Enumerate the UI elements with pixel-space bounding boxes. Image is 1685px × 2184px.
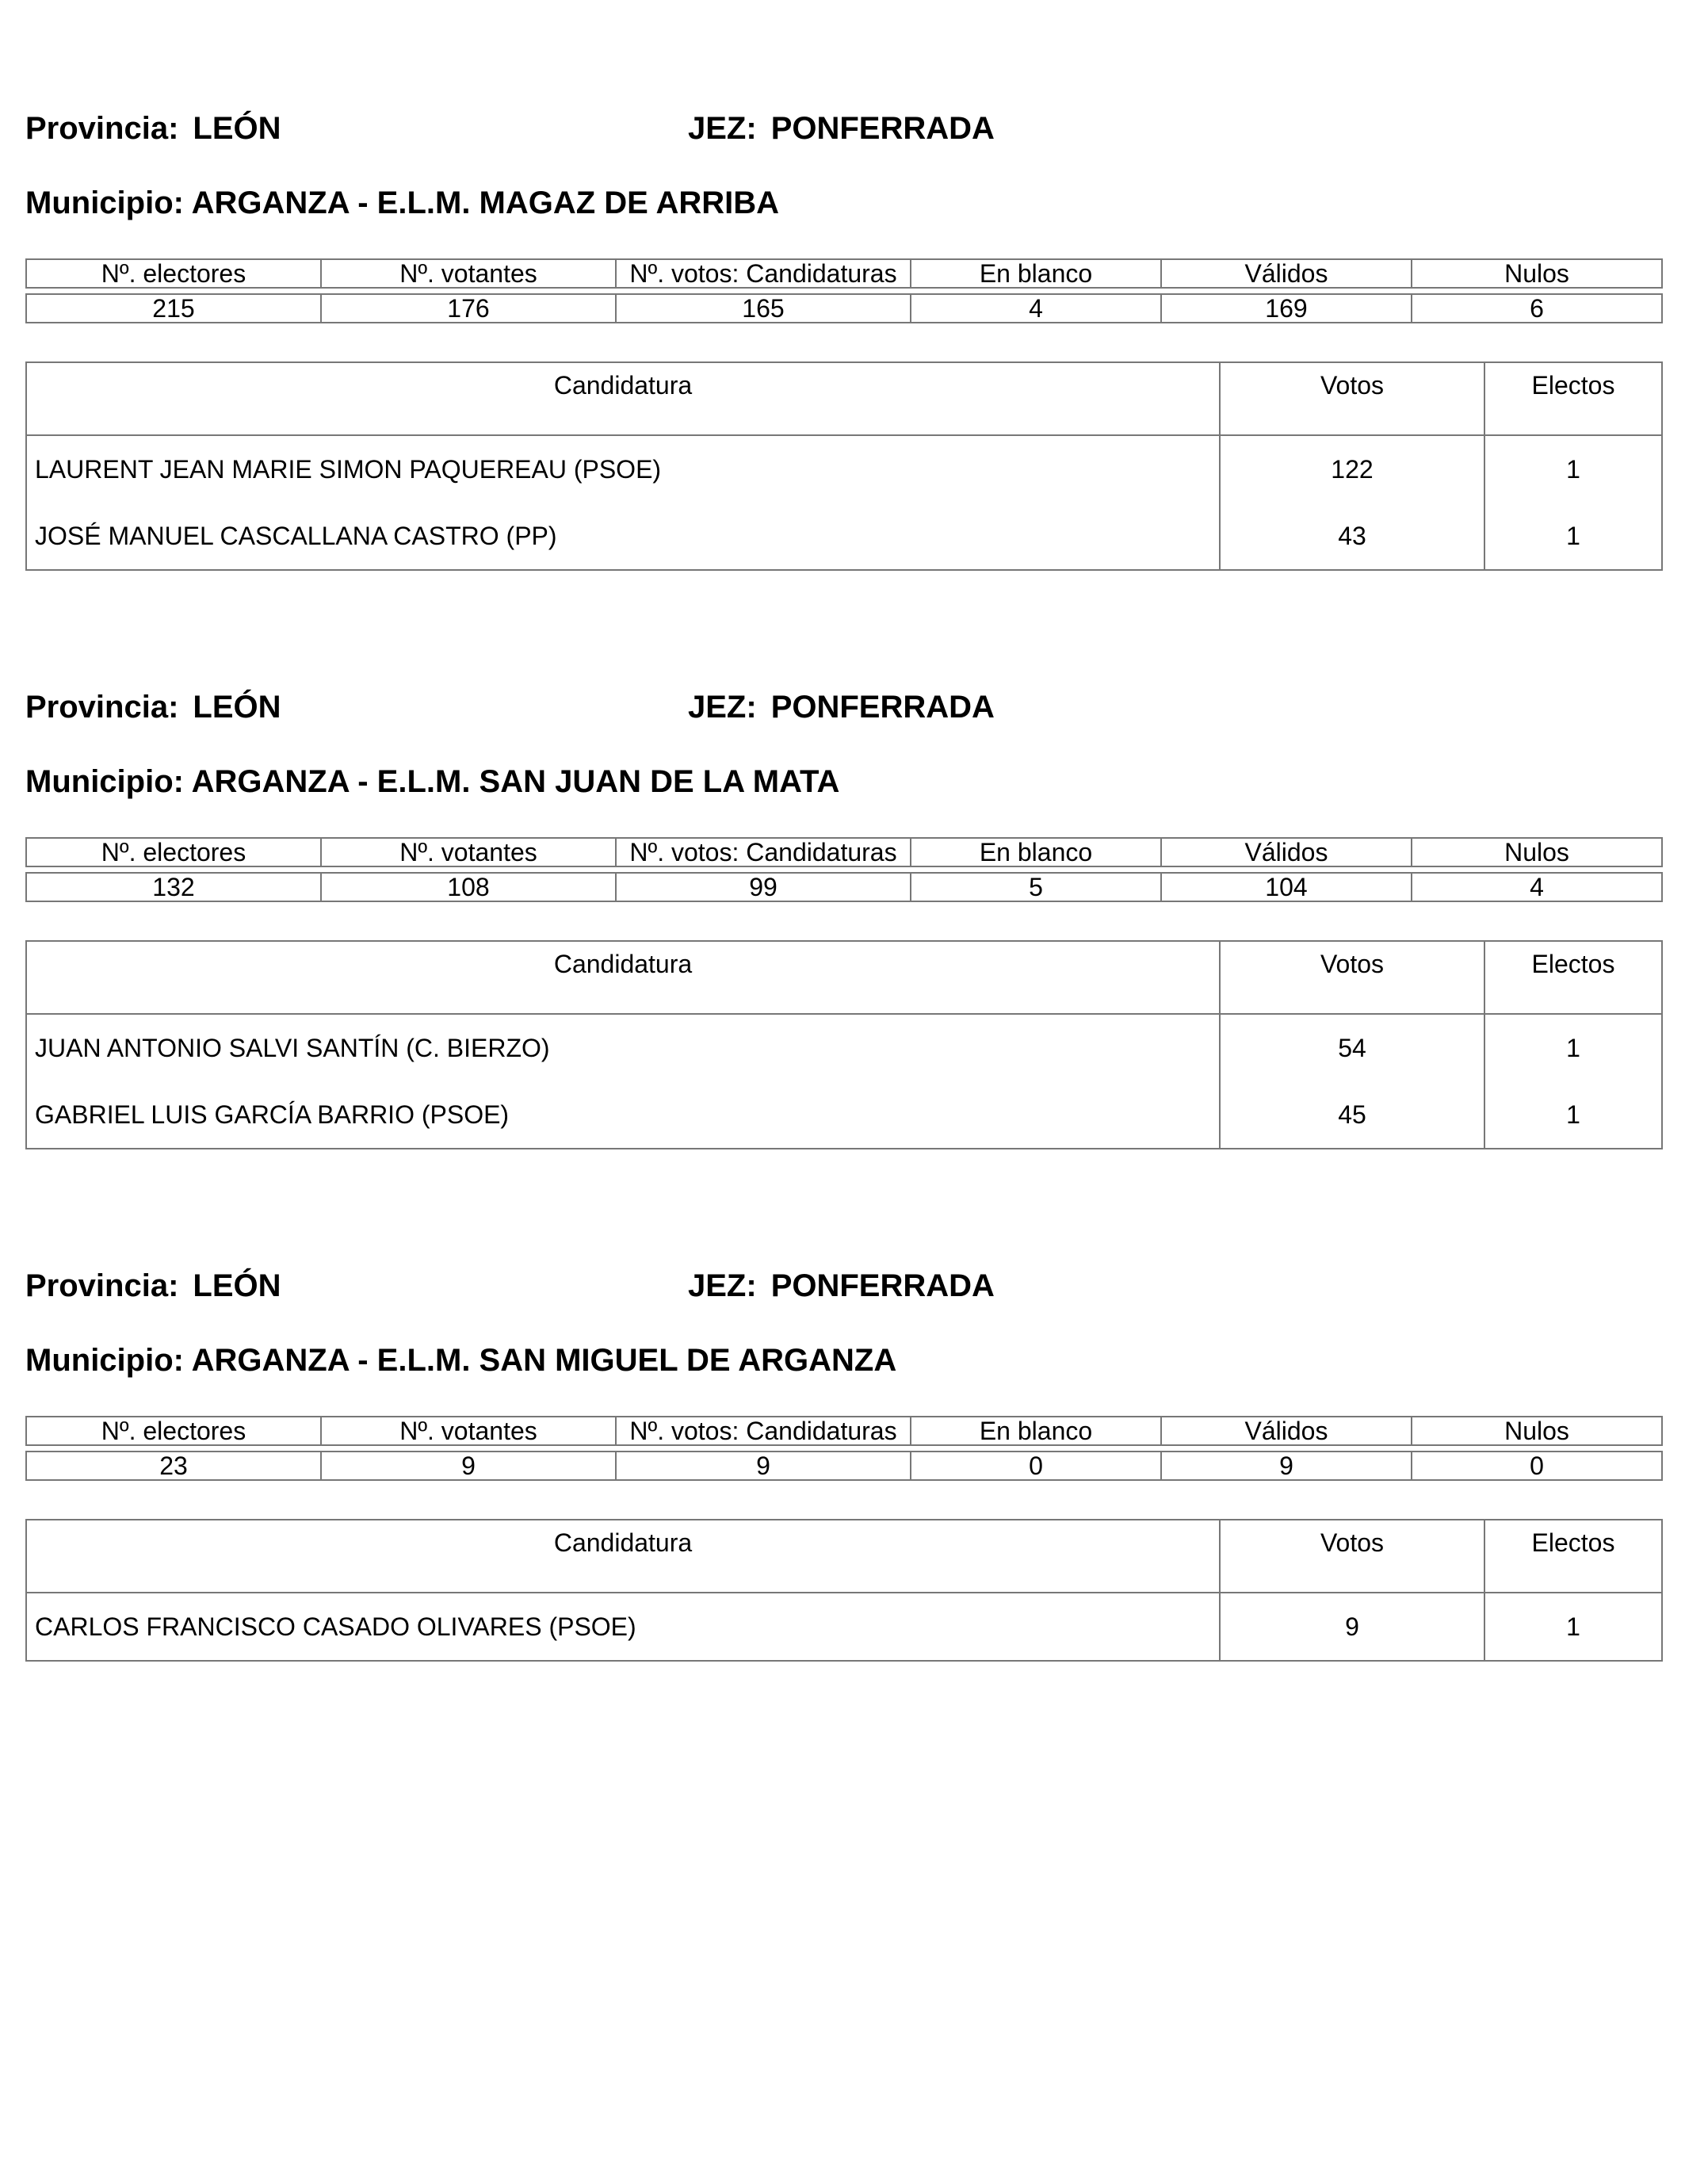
jez-value: PONFERRADA xyxy=(770,1268,995,1303)
summary-value-cell: 176 xyxy=(321,294,616,323)
municipio-label: Municipio: xyxy=(25,186,184,220)
summary-header-cell: En blanco xyxy=(911,259,1161,288)
summary-value-cell: 104 xyxy=(1161,873,1412,901)
candidate-row xyxy=(26,1014,1662,1081)
candidate-elected: 1 xyxy=(1566,521,1580,550)
candidate-row xyxy=(26,1593,1662,1661)
candidate-votes: 122 xyxy=(1220,435,1484,503)
candidate-votes: 43 xyxy=(1220,503,1484,570)
summary-value-cell: 0 xyxy=(1412,1452,1662,1480)
candidate-row xyxy=(26,435,1662,503)
municipality-section xyxy=(25,111,1661,550)
summary-value-cell: 9 xyxy=(321,1452,616,1480)
header-row xyxy=(25,1268,1661,1316)
summary-header-cell: Nº. votos: Candidaturas xyxy=(616,259,911,288)
summary-value-cell: 9 xyxy=(1161,1452,1412,1480)
provincia xyxy=(25,111,281,147)
summary-value-cell: 0 xyxy=(911,1452,1161,1480)
summary-header-cell: Nulos xyxy=(1412,259,1662,288)
summary-header-cell: Nº. votantes xyxy=(321,1417,616,1445)
candidate-elected: 1 xyxy=(1566,454,1580,484)
summary-table xyxy=(25,837,1663,902)
header-row xyxy=(25,690,1661,737)
jez xyxy=(688,1268,995,1304)
jez xyxy=(688,690,995,725)
summary-header-cell: Nº. electores xyxy=(26,259,321,288)
provincia-label: Provincia: xyxy=(25,690,179,725)
summary-table xyxy=(25,258,1663,323)
summary-header-cell: Válidos xyxy=(1161,1417,1412,1445)
summary-header-cell: Nulos xyxy=(1412,1417,1662,1445)
summary-header-cell: Nº. electores xyxy=(26,838,321,866)
jez-value: PONFERRADA xyxy=(770,111,995,146)
jez-label: JEZ: xyxy=(688,690,757,725)
candidate-name: JOSÉ MANUEL CASCALLANA CASTRO (PP) xyxy=(26,503,1220,570)
summary-value-row xyxy=(26,294,1662,323)
municipio-label: Municipio: xyxy=(25,764,184,799)
summary-header-cell: Nº. votos: Candidaturas xyxy=(616,838,911,866)
provincia-label: Provincia: xyxy=(25,111,179,146)
summary-value-cell: 132 xyxy=(26,873,321,901)
candidates-header-row xyxy=(26,1520,1662,1593)
municipality-section xyxy=(25,690,1661,1129)
municipio xyxy=(25,764,839,800)
summary-value-cell: 4 xyxy=(1412,873,1662,901)
provincia xyxy=(25,690,281,725)
candidate-elected: 1 xyxy=(1566,1033,1580,1062)
summary-value-row xyxy=(26,873,1662,901)
candidate-votes: 54 xyxy=(1220,1014,1484,1081)
candidate-name: GABRIEL LUIS GARCÍA BARRIO (PSOE) xyxy=(26,1081,1220,1149)
jez-value: PONFERRADA xyxy=(770,690,995,725)
summary-header-cell: Nº. votos: Candidaturas xyxy=(616,1417,911,1445)
municipality-section xyxy=(25,1268,1661,1641)
summary-header-cell: Nº. electores xyxy=(26,1417,321,1445)
jez-label: JEZ: xyxy=(688,1268,757,1303)
candidate-votes: 45 xyxy=(1220,1081,1484,1149)
header-row xyxy=(25,111,1661,159)
candidate-name: JUAN ANTONIO SALVI SANTÍN (C. BIERZO) xyxy=(26,1014,1220,1081)
provincia-value: LEÓN xyxy=(193,690,281,725)
candidatura-header: Candidatura xyxy=(26,941,1220,1014)
summary-value-cell: 9 xyxy=(616,1452,911,1480)
provincia-value: LEÓN xyxy=(193,1268,281,1303)
electos-header: Electos xyxy=(1484,941,1662,1014)
provincia xyxy=(25,1268,281,1304)
summary-value-cell: 6 xyxy=(1412,294,1662,323)
jez-label: JEZ: xyxy=(688,111,757,146)
candidate-votes: 9 xyxy=(1220,1593,1484,1661)
municipio-value: ARGANZA - E.L.M. SAN JUAN DE LA MATA xyxy=(191,764,840,799)
summary-header-cell: Nº. votantes xyxy=(321,838,616,866)
candidates-header-row xyxy=(26,941,1662,1014)
candidatura-header: Candidatura xyxy=(26,1520,1220,1593)
summary-value-cell: 165 xyxy=(616,294,911,323)
electos-header: Electos xyxy=(1484,1520,1662,1593)
municipio-label: Municipio: xyxy=(25,1343,184,1378)
votos-header: Votos xyxy=(1220,1520,1484,1593)
summary-header-cell: Válidos xyxy=(1161,259,1412,288)
summary-value-cell: 5 xyxy=(911,873,1161,901)
provincia-value: LEÓN xyxy=(193,111,281,146)
candidate-name: LAURENT JEAN MARIE SIMON PAQUEREAU (PSOE) xyxy=(26,435,1220,503)
summary-header-row xyxy=(26,259,1662,288)
electos-header: Electos xyxy=(1484,362,1662,435)
summary-header-row xyxy=(26,838,1662,866)
candidatura-header: Candidatura xyxy=(26,362,1220,435)
summary-value-cell: 23 xyxy=(26,1452,321,1480)
candidate-elected: 1 xyxy=(1566,1100,1580,1129)
municipio-value: ARGANZA - E.L.M. MAGAZ DE ARRIBA xyxy=(191,186,780,220)
summary-value-cell: 4 xyxy=(911,294,1161,323)
candidate-row xyxy=(26,503,1662,570)
provincia-label: Provincia: xyxy=(25,1268,179,1303)
summary-value-cell: 215 xyxy=(26,294,321,323)
jez xyxy=(688,111,995,147)
votos-header: Votos xyxy=(1220,362,1484,435)
summary-table xyxy=(25,1416,1663,1481)
votos-header: Votos xyxy=(1220,941,1484,1014)
summary-value-cell: 169 xyxy=(1161,294,1412,323)
summary-header-cell: Nº. votantes xyxy=(321,259,616,288)
summary-header-cell: Nulos xyxy=(1412,838,1662,866)
summary-header-row xyxy=(26,1417,1662,1445)
summary-value-row xyxy=(26,1452,1662,1480)
candidates-table xyxy=(25,940,1663,1149)
candidates-header-row xyxy=(26,362,1662,435)
summary-header-cell: Válidos xyxy=(1161,838,1412,866)
summary-header-cell: En blanco xyxy=(911,1417,1161,1445)
municipio xyxy=(25,1343,896,1379)
summary-value-cell: 108 xyxy=(321,873,616,901)
candidate-row xyxy=(26,1081,1662,1149)
candidate-name: CARLOS FRANCISCO CASADO OLIVARES (PSOE) xyxy=(26,1593,1220,1661)
candidate-elected: 1 xyxy=(1566,1612,1580,1641)
summary-header-cell: En blanco xyxy=(911,838,1161,866)
municipio xyxy=(25,186,779,221)
municipio-value: ARGANZA - E.L.M. SAN MIGUEL DE ARGANZA xyxy=(191,1343,897,1378)
summary-value-cell: 99 xyxy=(616,873,911,901)
candidates-table xyxy=(25,361,1663,571)
candidates-table xyxy=(25,1519,1663,1662)
